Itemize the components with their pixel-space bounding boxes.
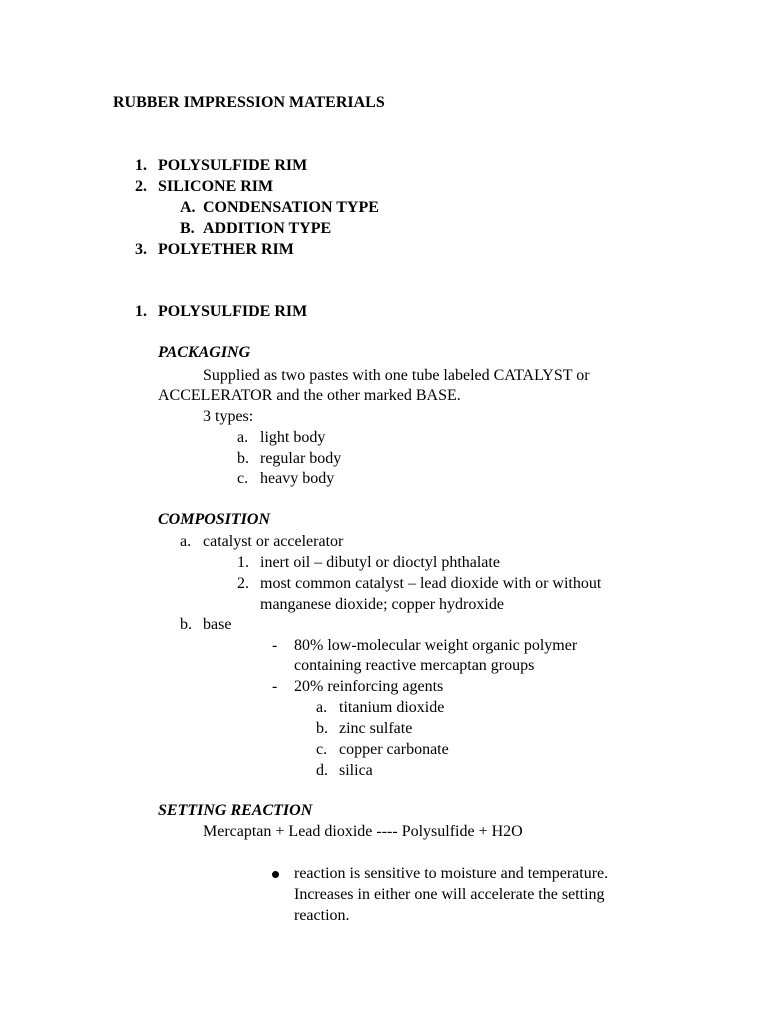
reaction-equation: Mercaptan + Lead dioxide ---- Polysulfide + H2O [203, 823, 523, 840]
type-label: regular body [260, 450, 342, 467]
agent-letter: d. [316, 762, 328, 779]
agent-letter: b. [316, 720, 328, 737]
toc-item-number: 2. [135, 178, 147, 195]
document-title: RUBBER IMPRESSION MATERIALS [113, 94, 385, 111]
base-item-text: 80% low-molecular weight organic polymer [294, 637, 578, 654]
toc-item-number: 3. [135, 241, 147, 258]
type-letter: b. [237, 450, 249, 467]
bullet-text-line: reaction. [294, 907, 350, 924]
bullet-icon [272, 871, 279, 878]
composition-item-letter: b. [180, 616, 192, 633]
packaging-heading: PACKAGING [158, 344, 251, 361]
composition-item-letter: a. [180, 533, 192, 550]
section-title: POLYSULFIDE RIM [158, 303, 308, 320]
dash-marker: - [272, 678, 278, 695]
catalyst-item-text: manganese dioxide; copper hydroxide [260, 596, 504, 613]
type-label: light body [260, 429, 326, 446]
agent-letter: a. [316, 699, 328, 716]
composition-item-label: base [203, 616, 232, 633]
agent-letter: c. [316, 741, 328, 758]
agent-label: silica [339, 762, 373, 779]
type-label: heavy body [260, 470, 335, 487]
setting-reaction-heading: SETTING REACTION [158, 802, 313, 819]
types-label: 3 types: [203, 408, 254, 425]
section-number: 1. [135, 303, 147, 320]
composition-item-label: catalyst or accelerator [203, 533, 344, 550]
toc-subitem-label: CONDENSATION TYPE [203, 199, 379, 216]
packaging-paragraph-line: Supplied as two pastes with one tube labeled CATALYST or [203, 367, 590, 384]
agent-label: copper carbonate [339, 741, 449, 758]
packaging-paragraph-line: ACCELERATOR and the other marked BASE. [158, 387, 461, 404]
catalyst-item-number: 2. [237, 575, 249, 592]
catalyst-item-text: inert oil – dibutyl or dioctyl phthalate [260, 554, 500, 571]
type-letter: c. [237, 470, 249, 487]
agent-label: zinc sulfate [339, 720, 413, 737]
bullet-text-line: Increases in either one will accelerate the setting [294, 886, 605, 903]
base-item-text: containing reactive mercaptan groups [294, 657, 535, 674]
toc-item-label: POLYETHER RIM [158, 241, 294, 258]
type-letter: a. [237, 429, 249, 446]
dash-marker: - [272, 637, 278, 654]
composition-heading: COMPOSITION [158, 511, 271, 528]
catalyst-item-text: most common catalyst – lead dioxide with or without [260, 575, 602, 592]
catalyst-item-number: 1. [237, 554, 249, 571]
toc-item-label: POLYSULFIDE RIM [158, 157, 308, 174]
bullet-text-line: reaction is sensitive to moisture and temperature. [294, 865, 609, 882]
toc-item-label: SILICONE RIM [158, 178, 274, 195]
toc-subitem-letter: B. [180, 220, 195, 237]
toc-subitem-label: ADDITION TYPE [203, 220, 332, 237]
agent-label: titanium dioxide [339, 699, 445, 716]
toc-subitem-letter: A. [180, 199, 196, 216]
toc-item-number: 1. [135, 157, 147, 174]
base-item-text: 20% reinforcing agents [294, 678, 444, 695]
